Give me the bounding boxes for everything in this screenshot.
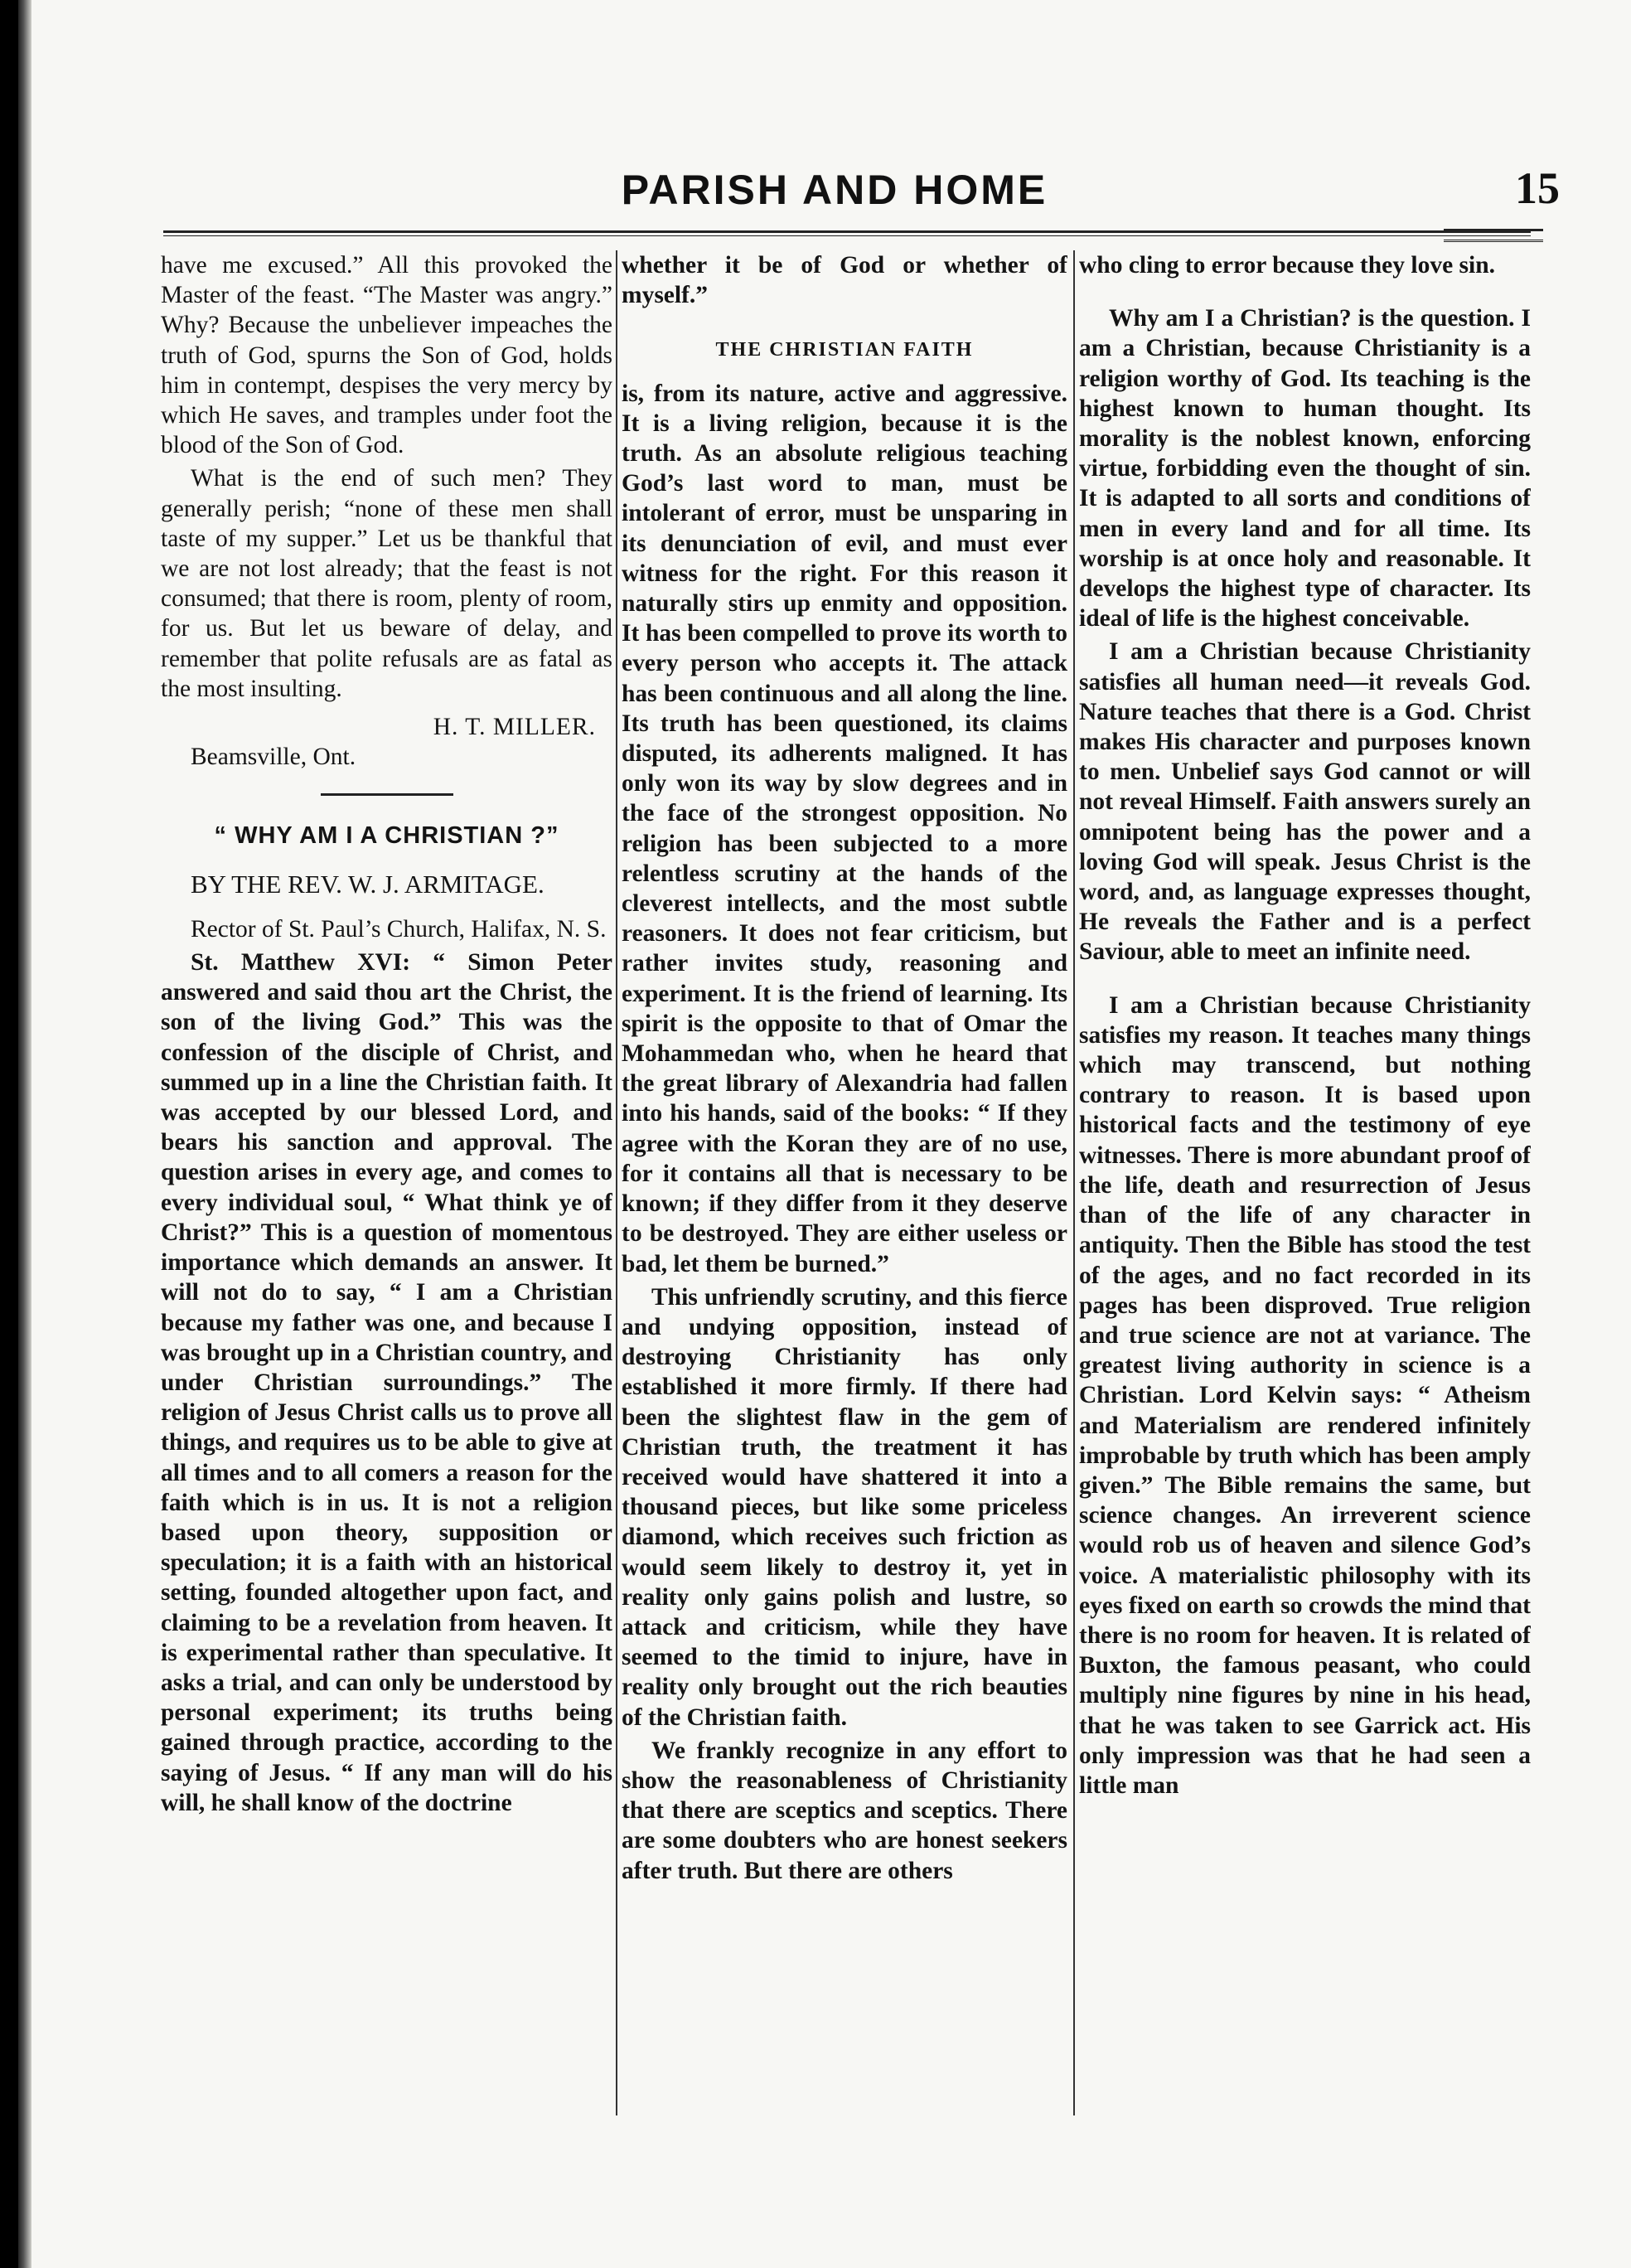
- column-3: [1079, 250, 1531, 2128]
- author-affiliation: Rector of St. Paul’s Church, Halifax, N. S.: [191, 915, 607, 943]
- column-divider: [1073, 250, 1075, 2115]
- paragraph: We frankly recognize in any effort to show the reasonableness of Christianity that there are sceptics and sceptics. There are some doubters who are honest seekers after truth. But there are others: [622, 1737, 1067, 1884]
- column-divider: [616, 250, 617, 2115]
- header-rule-end: [1444, 229, 1543, 242]
- section-divider: [321, 793, 453, 796]
- section-heading: THE CHRISTIAN FAITH: [715, 339, 974, 361]
- paragraph: This unfriendly scrutiny, and this fierce and undying opposition, instead of destroying Christianity has only established it more firmly. If there had been the slightest flaw in the gem of Christian truth, the treatment it has received would have shattered it into a thousand pieces, but like some priceless diamond, which receives such friction as would seem likely to destroy it, yet in reality only gains polish and lustre, so attack and criticism, while they have seemed to the timid to injure, have in reality only brought out the rich beauties of the Christian faith.: [622, 1283, 1067, 1731]
- author-signature: H. T. MILLER.: [433, 714, 596, 741]
- paragraph: have me excused.” All this provoked the Master of the feast. “The Master was angry.” Why? Because the unbeliever impeaches the truth of God, spurns the Son of God, holds him in contempt, despises the very mercy by which He saves, and tramples under foot the blood of the Son of God.: [161, 252, 612, 459]
- journal-title: PARISH AND HOME: [621, 167, 1048, 213]
- paragraph: whether it be of God or whether of myself.”: [622, 252, 1067, 309]
- page-number: 15: [1515, 163, 1560, 213]
- header-rule: [163, 230, 1531, 236]
- paragraph: who cling to error because they love sin.: [1079, 252, 1496, 279]
- page: [18, 0, 1631, 2268]
- running-header: [143, 163, 1560, 224]
- paragraph: is, from its nature, active and aggressive. It is a living religion, because it is the truth. As an absolute religious teaching God’s last word to man, must be intolerant of error, must be unsparing in its denunciation of evil, and must ever witness for the right. For this reason it naturally stirs up enmity and opposition. It has been compelled to prove its worth to every person who accepts it. The attack has been continuous and all along the line. Its truth has been questioned, its claims disputed, its adherents maligned. It has only won its way by slow degrees and in the face of the strongest opposition. No religion has been subjected to a more relentless scrutiny at the hands of the cleverest intellects, and the most subtle reasoners. It does not fear criticism, but rather invites study, reasoning and experiment. It is the friend of learning. Its spirit is the opposite to that of Omar the Mohammedan who, when he heard that the great library of Alexandria had fallen into his hands, said of the books: “ If they agree with the Koran they are of no use, for it contains all that is necessary to be known; if they differ from it they deserve to be destroyed. They are either useless or bad, let them be burned.”: [622, 380, 1067, 1277]
- paragraph: Why am I a Christian? is the question. I am a Christian, because Christianity is a religion worthy of God. Its teaching is the highest known to human thought. Its morality is the noblest known, enforcing virtue, forbidding even the thought of sin. It is adapted to all sorts and conditions of men in every land and for all time. Its worship is at once holy and reasonable. It develops the highest type of character. Its ideal of life is the highest conceivable.: [1079, 305, 1531, 632]
- paragraph: I am a Christian because Christianity satisfies my reason. It teaches many things which may transcend, but nothing contrary to reason. It is based upon historical facts and the testimony of eye witnesses. There is more abundant proof of the life, death and resurrection of Jesus than of the life of any character in antiquity. Then the Bible has stood the test of the ages, and no fact recorded in its pages has been disproved. True religion and true science are not at variance. The greatest living authority in science is a Christian. Lord Kelvin says: “ Atheism and Materialism are rendered infinitely improbable by truth which has been amply given.” The Bible remains the same, but science changes. An irreverent science would rob us of heaven and silence God’s voice. A materialistic philosophy with its eyes fixed on earth so crowds the mind that there is no room for heaven. It is related of Buxton, the famous peasant, who could multiply nine figures by nine in his head, that he was taken to see Garrick act. His only impression was that he had seen a little man: [1079, 991, 1531, 1799]
- article-byline: BY THE REV. W. J. ARMITAGE.: [191, 869, 544, 899]
- paragraph: I am a Christian because Christianity satisfies all human need—it reveals God. Nature teaches that there is a God. Christ makes His character and purposes known to men. Unbelief says God cannot or will not reveal Himself. Faith answers surely an omnipotent being has the power and a loving God will speak. Jesus Christ is the word, and, as language expresses thought, He reveals the Father and is a perfect Saviour, able to meet an infinite need.: [1079, 638, 1531, 966]
- paragraph: St. Matthew XVI: “ Simon Peter answered and said thou art the Christ, the son of the living God.” This was the confession of the disciple of Christ, and summed up in a line the Christian faith. It was accepted by our blessed Lord, and bears his sanction and approval. The question arises in every age, and comes to every individual soul, “ What think ye of Christ?” This is a question of momentous importance which demands an answer. It will not do to say, “ I am a Christian because my father was one, and because I was brought up in a Christian country, and under Christian surroundings.” The religion of Jesus Christ calls us to prove all things, and requires us to be able to give at all times and to all comers a reason for the faith which is in us. It is not a religion based upon theory, supposition or speculation; it is a faith with an historical setting, founded altogether upon fact, and claiming to be a revelation from heaven. It is experimental rather than speculative. It asks a trial, and can only be understood by personal experiment; its truths being gained through practice, according to the saying of Jesus. “ If any man will do his will, he shall know of the doctrine: [161, 949, 612, 1816]
- paragraph: What is the end of such men? They generally perish; “none of these men shall taste of my supper.” Let us be thankful that we are not lost already; that the feast is not consumed; that there is room, plenty of room, for us. But let us beware of delay, and remember that polite refusals are as fatal as the most insulting.: [161, 465, 612, 702]
- author-location: Beamsville, Ont.: [191, 744, 356, 771]
- column-2: [622, 250, 1067, 2128]
- article-title: “ WHY AM I A CHRISTIAN ?”: [214, 822, 559, 850]
- column-1: [161, 250, 612, 2128]
